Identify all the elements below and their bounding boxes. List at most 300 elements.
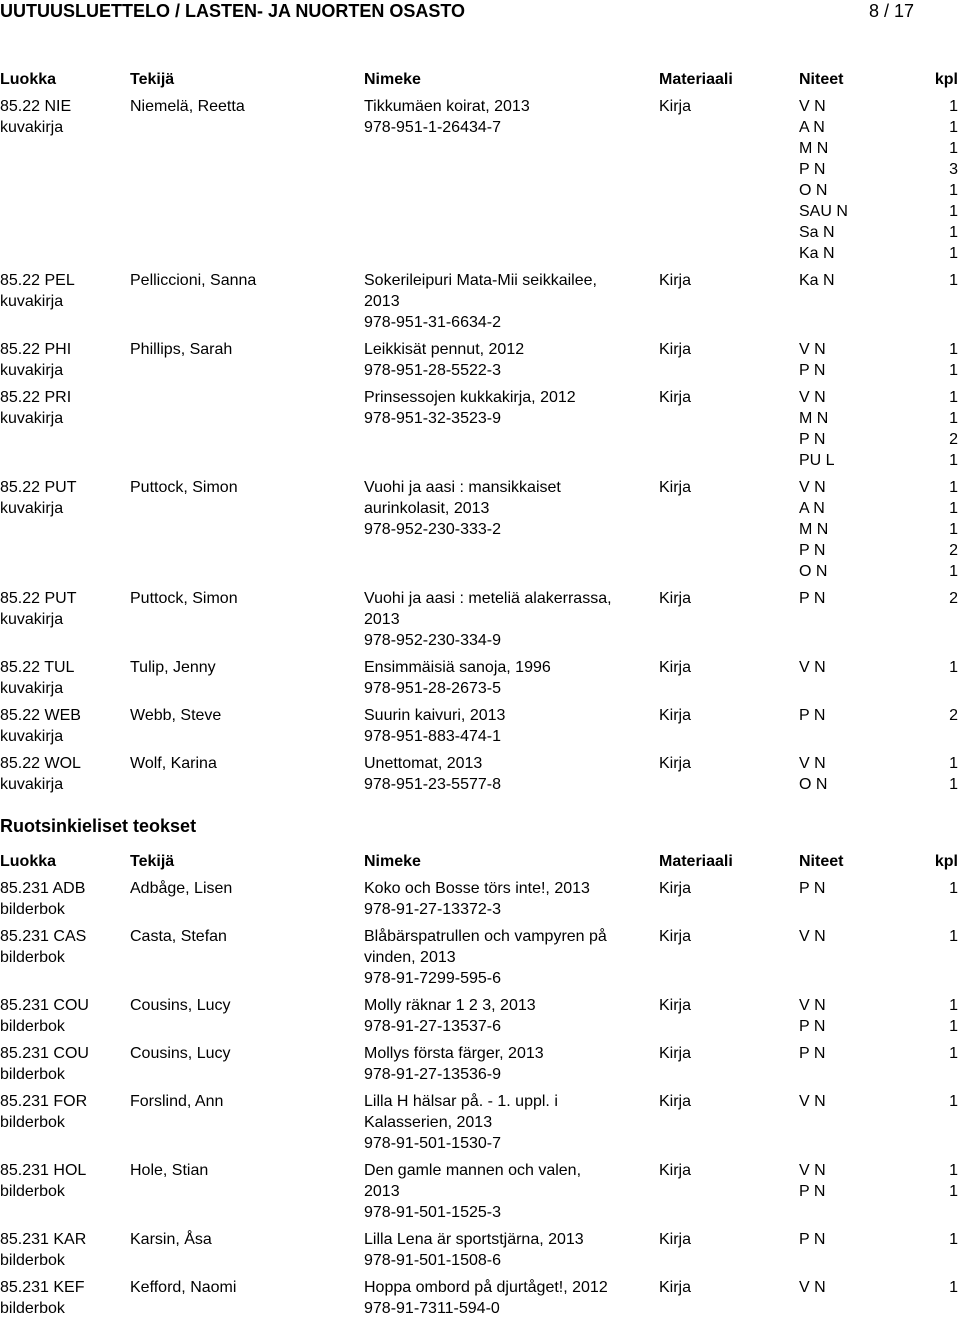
title-line: Blåbärspatrullen och vampyren på xyxy=(364,928,607,945)
copy-location: P N xyxy=(799,1231,826,1248)
copy-count: 1 xyxy=(949,1018,958,1035)
copy-entry xyxy=(799,1181,959,1202)
copy-location: P N xyxy=(799,707,826,724)
copy-entry xyxy=(799,753,959,774)
copy-count: 1 xyxy=(949,479,958,496)
material-type: Kirja xyxy=(659,707,692,724)
copy-location: Sa N xyxy=(799,224,835,241)
author-cell xyxy=(130,339,232,360)
luokka-cell xyxy=(0,1277,85,1319)
material-cell xyxy=(659,657,691,678)
copy-count: 1 xyxy=(949,880,958,897)
author-name: Hole, Stian xyxy=(130,1162,209,1179)
copy-count: 1 xyxy=(949,362,958,379)
category: bilderbok xyxy=(0,949,65,966)
title-line: Molly räknar 1 2 3, 2013 xyxy=(364,997,536,1014)
count-cell xyxy=(949,339,958,381)
copy-location: M N xyxy=(799,410,829,427)
class-code: 85.231 HOL xyxy=(0,1162,87,1179)
copy-entry xyxy=(799,540,959,561)
author-cell xyxy=(130,1277,236,1298)
finnish-rows xyxy=(0,90,960,795)
luokka-cell xyxy=(0,1091,87,1133)
title-cell xyxy=(364,1091,558,1154)
material-cell xyxy=(659,387,691,408)
luokka-cell xyxy=(0,878,85,920)
title-line: 2013 xyxy=(364,611,400,628)
author-cell xyxy=(130,1229,212,1250)
copy-location: V N xyxy=(799,659,826,676)
title-line: 978-91-7311-594-0 xyxy=(364,1300,500,1317)
swedish-books-table xyxy=(0,851,960,1325)
class-code: 85.22 NIE xyxy=(0,98,72,115)
copy-location: M N xyxy=(799,140,829,157)
copy-location: V N xyxy=(799,997,826,1014)
material-cell xyxy=(659,339,691,360)
material-type: Kirja xyxy=(659,479,692,496)
header-nimeke: Nimeke xyxy=(364,853,421,870)
author-name: Cousins, Lucy xyxy=(130,997,231,1014)
page-number: 8 / 17 xyxy=(868,1,914,21)
material-type: Kirja xyxy=(659,98,692,115)
title-cell xyxy=(364,96,530,138)
header-luokka: Luokka xyxy=(0,853,57,870)
material-cell xyxy=(659,588,691,609)
material-type: Kirja xyxy=(659,755,692,772)
category: bilderbok xyxy=(0,1114,65,1131)
copy-count: 2 xyxy=(949,431,958,448)
copies-cell xyxy=(799,878,959,899)
copy-count: 1 xyxy=(949,521,958,538)
table-row xyxy=(0,926,960,989)
copies-cell xyxy=(799,270,959,291)
title-line: 978-91-27-13536-9 xyxy=(364,1066,501,1083)
copy-location: P N xyxy=(799,362,826,379)
catalog-title: UUTUUSLUETTELO / LASTEN- JA NUORTEN OSASTO xyxy=(0,1,466,21)
copy-count: 1 xyxy=(949,224,958,241)
class-code: 85.231 ADB xyxy=(0,880,86,897)
category: bilderbok xyxy=(0,1066,65,1083)
author-cell xyxy=(130,477,238,498)
category: bilderbok xyxy=(0,901,65,918)
luokka-cell xyxy=(0,477,76,519)
copies-cell xyxy=(799,1091,959,1112)
copy-count: 1 xyxy=(949,776,958,793)
copy-entry xyxy=(799,498,959,519)
luokka-cell xyxy=(0,387,71,429)
title-cell xyxy=(364,339,524,381)
category: kuvakirja xyxy=(0,362,64,379)
copy-entry xyxy=(799,519,959,540)
title-line: Unettomat, 2013 xyxy=(364,755,483,772)
title-line: Vuohi ja aasi : meteliä alakerrassa, xyxy=(364,590,612,607)
category: kuvakirja xyxy=(0,410,64,427)
copy-entry xyxy=(799,201,959,222)
copy-count: 1 xyxy=(949,182,958,199)
copy-count: 1 xyxy=(949,203,958,220)
copy-count: 2 xyxy=(949,542,958,559)
title-line: Sokerileipuri Mata-Mii seikkailee, xyxy=(364,272,597,289)
copy-count: 1 xyxy=(949,119,958,136)
copies-cell xyxy=(799,657,959,678)
title-line: 978-91-27-13537-6 xyxy=(364,1018,501,1035)
copy-entry xyxy=(799,1091,959,1112)
title-cell xyxy=(364,1160,581,1223)
count-cell xyxy=(949,705,958,726)
count-cell xyxy=(949,1160,958,1202)
count-cell xyxy=(949,96,958,264)
header-luokka: Luokka xyxy=(0,71,57,88)
count-cell xyxy=(949,657,958,678)
swedish-rows xyxy=(0,872,960,1319)
copy-location: M N xyxy=(799,521,829,538)
copies-cell xyxy=(799,705,959,726)
copy-location: P N xyxy=(799,1183,826,1200)
material-cell xyxy=(659,705,691,726)
title-line: Suurin kaivuri, 2013 xyxy=(364,707,506,724)
title-cell xyxy=(364,270,597,333)
copy-count: 1 xyxy=(949,563,958,580)
copy-entry xyxy=(799,180,959,201)
material-type: Kirja xyxy=(659,590,692,607)
table-row xyxy=(0,387,960,471)
copy-entry xyxy=(799,1016,959,1037)
copy-count: 1 xyxy=(949,245,958,262)
luokka-cell xyxy=(0,657,74,699)
copy-entry xyxy=(799,995,959,1016)
count-cell xyxy=(949,588,958,609)
luokka-cell xyxy=(0,1229,86,1271)
copy-location: O N xyxy=(799,182,828,199)
class-code: 85.231 CAS xyxy=(0,928,87,945)
table-row xyxy=(0,270,960,333)
copy-entry xyxy=(799,657,959,678)
table-row xyxy=(0,1043,960,1085)
luokka-cell xyxy=(0,705,81,747)
material-cell xyxy=(659,1160,691,1181)
title-line: Lilla Lena är sportstjärna, 2013 xyxy=(364,1231,584,1248)
copy-location: SAU N xyxy=(799,203,848,220)
copy-location: V N xyxy=(799,928,826,945)
author-cell xyxy=(130,995,231,1016)
table-row xyxy=(0,588,960,651)
section-heading-swedish: Ruotsinkieliset teokset xyxy=(0,816,197,836)
copy-entry xyxy=(799,450,959,471)
material-cell xyxy=(659,1229,691,1250)
title-cell xyxy=(364,588,612,651)
author-name: Niemelä, Reetta xyxy=(130,98,245,115)
copies-cell xyxy=(799,1043,959,1064)
header-niteet: Niteet xyxy=(799,71,844,88)
copy-count: 1 xyxy=(949,98,958,115)
table-row xyxy=(0,753,960,795)
luokka-cell xyxy=(0,1043,89,1085)
copy-count: 1 xyxy=(949,452,958,469)
author-name: Casta, Stefan xyxy=(130,928,227,945)
copy-location: O N xyxy=(799,776,828,793)
table-row xyxy=(0,657,960,699)
material-cell xyxy=(659,1043,691,1064)
material-cell xyxy=(659,878,691,899)
copy-count: 2 xyxy=(949,590,958,607)
copy-location: V N xyxy=(799,1093,826,1110)
luokka-cell xyxy=(0,995,89,1037)
copy-count: 1 xyxy=(949,928,958,945)
copy-location: V N xyxy=(799,1162,826,1179)
copy-location: A N xyxy=(799,500,825,517)
material-type: Kirja xyxy=(659,389,692,406)
category: kuvakirja xyxy=(0,611,64,628)
count-cell xyxy=(949,1277,958,1298)
author-cell xyxy=(130,1043,231,1064)
copy-location: P N xyxy=(799,1018,826,1035)
author-name: Phillips, Sarah xyxy=(130,341,233,358)
copy-entry xyxy=(799,339,959,360)
material-type: Kirja xyxy=(659,928,692,945)
table-header xyxy=(0,69,960,90)
category: bilderbok xyxy=(0,1300,65,1317)
count-cell xyxy=(949,1091,958,1112)
material-cell xyxy=(659,270,691,291)
class-code: 85.22 WOL xyxy=(0,755,81,772)
title-cell xyxy=(364,753,501,795)
copy-count: 1 xyxy=(949,1093,958,1110)
copy-location: V N xyxy=(799,389,826,406)
table-row xyxy=(0,477,960,582)
header-kpl: kpl xyxy=(934,853,958,870)
copy-entry xyxy=(799,138,959,159)
copy-entry xyxy=(799,270,959,291)
author-cell xyxy=(130,705,221,726)
material-type: Kirja xyxy=(659,1045,692,1062)
copies-cell xyxy=(799,926,959,947)
author-cell xyxy=(130,588,238,609)
author-name: Puttock, Simon xyxy=(130,479,238,496)
material-type: Kirja xyxy=(659,659,692,676)
author-cell xyxy=(130,878,232,899)
copy-entry xyxy=(799,878,959,899)
copy-count: 1 xyxy=(949,1183,958,1200)
class-code: 85.22 PUT xyxy=(0,479,77,496)
copy-entry xyxy=(799,159,959,180)
copy-location: P N xyxy=(799,161,826,178)
copy-count: 1 xyxy=(949,500,958,517)
copies-cell xyxy=(799,1229,959,1250)
table-row xyxy=(0,1229,960,1271)
copy-entry xyxy=(799,926,959,947)
class-code: 85.22 PEL xyxy=(0,272,75,289)
copy-count: 1 xyxy=(949,341,958,358)
author-cell xyxy=(130,657,216,678)
title-line: Prinsessojen kukkakirja, 2012 xyxy=(364,389,576,406)
title-line: 978-91-7299-595-6 xyxy=(364,970,501,987)
title-line: Den gamle mannen och valen, xyxy=(364,1162,582,1179)
category: bilderbok xyxy=(0,1018,65,1035)
luokka-cell xyxy=(0,339,71,381)
copy-location: P N xyxy=(799,590,826,607)
title-cell xyxy=(364,926,607,989)
table-row xyxy=(0,96,960,264)
title-line: 978-951-32-3523-9 xyxy=(364,410,501,427)
copy-count: 1 xyxy=(949,755,958,772)
material-type: Kirja xyxy=(659,1162,692,1179)
class-code: 85.22 TUL xyxy=(0,659,75,676)
title-line: vinden, 2013 xyxy=(364,949,456,966)
class-code: 85.231 COU xyxy=(0,997,89,1014)
copy-count: 1 xyxy=(949,659,958,676)
copy-location: V N xyxy=(799,1279,826,1296)
copy-entry xyxy=(799,117,959,138)
copy-location: O N xyxy=(799,563,828,580)
category: kuvakirja xyxy=(0,119,64,136)
copy-location: PU L xyxy=(799,452,835,469)
material-cell xyxy=(659,96,691,117)
copy-entry xyxy=(799,561,959,582)
category: kuvakirja xyxy=(0,776,64,793)
title-line: 978-951-883-474-1 xyxy=(364,728,501,745)
category: kuvakirja xyxy=(0,500,64,517)
class-code: 85.231 COU xyxy=(0,1045,89,1062)
title-line: 978-951-1-26434-7 xyxy=(364,119,501,136)
author-cell xyxy=(130,753,217,774)
material-type: Kirja xyxy=(659,1279,692,1296)
copy-entry xyxy=(799,243,959,264)
title-line: Tikkumäen koirat, 2013 xyxy=(364,98,530,115)
copies-cell xyxy=(799,588,959,609)
author-name: Karsin, Åsa xyxy=(130,1231,212,1248)
copy-location: V N xyxy=(799,98,826,115)
material-type: Kirja xyxy=(659,880,692,897)
header-niteet: Niteet xyxy=(799,853,844,870)
material-type: Kirja xyxy=(659,1231,692,1248)
copies-cell xyxy=(799,387,959,471)
author-cell xyxy=(130,270,256,291)
copy-entry xyxy=(799,1277,959,1298)
table-row xyxy=(0,878,960,920)
material-type: Kirja xyxy=(659,997,692,1014)
class-code: 85.231 FOR xyxy=(0,1093,88,1110)
title-cell xyxy=(364,1277,608,1319)
category: kuvakirja xyxy=(0,728,64,745)
copy-location: V N xyxy=(799,341,826,358)
copy-count: 1 xyxy=(949,997,958,1014)
title-line: Ensimmäisiä sanoja, 1996 xyxy=(364,659,551,676)
copy-count: 1 xyxy=(949,1162,958,1179)
copies-cell xyxy=(799,477,959,582)
category: bilderbok xyxy=(0,1183,65,1200)
table-header xyxy=(0,851,960,872)
title-line: 978-91-501-1530-7 xyxy=(364,1135,501,1152)
count-cell xyxy=(949,926,958,947)
title-cell xyxy=(364,477,561,540)
title-line: 978-951-23-5577-8 xyxy=(364,776,501,793)
title-line: Lilla H hälsar på. - 1. uppl. i xyxy=(364,1093,558,1110)
title-line: 978-952-230-333-2 xyxy=(364,521,501,538)
luokka-cell xyxy=(0,270,75,312)
copy-entry xyxy=(799,477,959,498)
title-line: 978-951-31-6634-2 xyxy=(364,314,501,331)
author-cell xyxy=(130,1091,223,1112)
copy-count: 1 xyxy=(949,1045,958,1062)
title-line: 978-91-27-13372-3 xyxy=(364,901,501,918)
copy-entry xyxy=(799,1229,959,1250)
title-line: 978-91-501-1508-6 xyxy=(364,1252,501,1269)
copy-entry xyxy=(799,408,959,429)
material-cell xyxy=(659,1277,691,1298)
copy-entry xyxy=(799,774,959,795)
count-cell xyxy=(949,753,958,795)
table-row xyxy=(0,705,960,747)
category: kuvakirja xyxy=(0,293,64,310)
title-line: Vuohi ja aasi : mansikkaiset xyxy=(364,479,561,496)
title-cell xyxy=(364,995,536,1037)
header-nimeke: Nimeke xyxy=(364,71,421,88)
count-cell xyxy=(949,270,958,291)
copy-location: P N xyxy=(799,880,826,897)
count-cell xyxy=(949,477,958,582)
material-type: Kirja xyxy=(659,272,692,289)
title-line: 978-951-28-5522-3 xyxy=(364,362,501,379)
title-line: 978-91-501-1525-3 xyxy=(364,1204,501,1221)
luokka-cell xyxy=(0,588,76,630)
table-row xyxy=(0,339,960,381)
title-cell xyxy=(364,705,505,747)
category: bilderbok xyxy=(0,1252,65,1269)
count-cell xyxy=(949,878,958,899)
author-name: Kefford, Naomi xyxy=(130,1279,237,1296)
title-line: 2013 xyxy=(364,1183,400,1200)
title-line: Kalasserien, 2013 xyxy=(364,1114,493,1131)
copies-cell xyxy=(799,995,959,1037)
title-line: 978-952-230-334-9 xyxy=(364,632,501,649)
copy-location: P N xyxy=(799,1045,826,1062)
title-cell xyxy=(364,387,576,429)
author-cell xyxy=(130,1160,208,1181)
luokka-cell xyxy=(0,1160,86,1202)
material-cell xyxy=(659,926,691,947)
copy-count: 1 xyxy=(949,140,958,157)
copy-entry xyxy=(799,1043,959,1064)
title-line: aurinkolasit, 2013 xyxy=(364,500,490,517)
material-type: Kirja xyxy=(659,1093,692,1110)
table-row xyxy=(0,1277,960,1319)
copy-count: 1 xyxy=(949,272,958,289)
author-cell xyxy=(130,926,227,947)
copies-cell xyxy=(799,753,959,795)
material-cell xyxy=(659,1091,691,1112)
copy-location: A N xyxy=(799,119,825,136)
author-name: Forslind, Ann xyxy=(130,1093,224,1110)
copies-cell xyxy=(799,1160,959,1202)
copy-entry xyxy=(799,387,959,408)
table-row xyxy=(0,1091,960,1154)
class-code: 85.22 WEB xyxy=(0,707,81,724)
count-cell xyxy=(949,995,958,1037)
copy-location: P N xyxy=(799,431,826,448)
copy-entry xyxy=(799,360,959,381)
header-kpl: kpl xyxy=(934,71,958,88)
copies-cell xyxy=(799,339,959,381)
copies-cell xyxy=(799,1277,959,1298)
material-type: Kirja xyxy=(659,341,692,358)
author-name: Webb, Steve xyxy=(130,707,222,724)
copy-entry xyxy=(799,96,959,117)
material-cell xyxy=(659,995,691,1016)
header-materiaali: Materiaali xyxy=(659,71,733,88)
author-name: Wolf, Karina xyxy=(130,755,217,772)
copy-entry xyxy=(799,222,959,243)
author-cell xyxy=(130,96,245,117)
